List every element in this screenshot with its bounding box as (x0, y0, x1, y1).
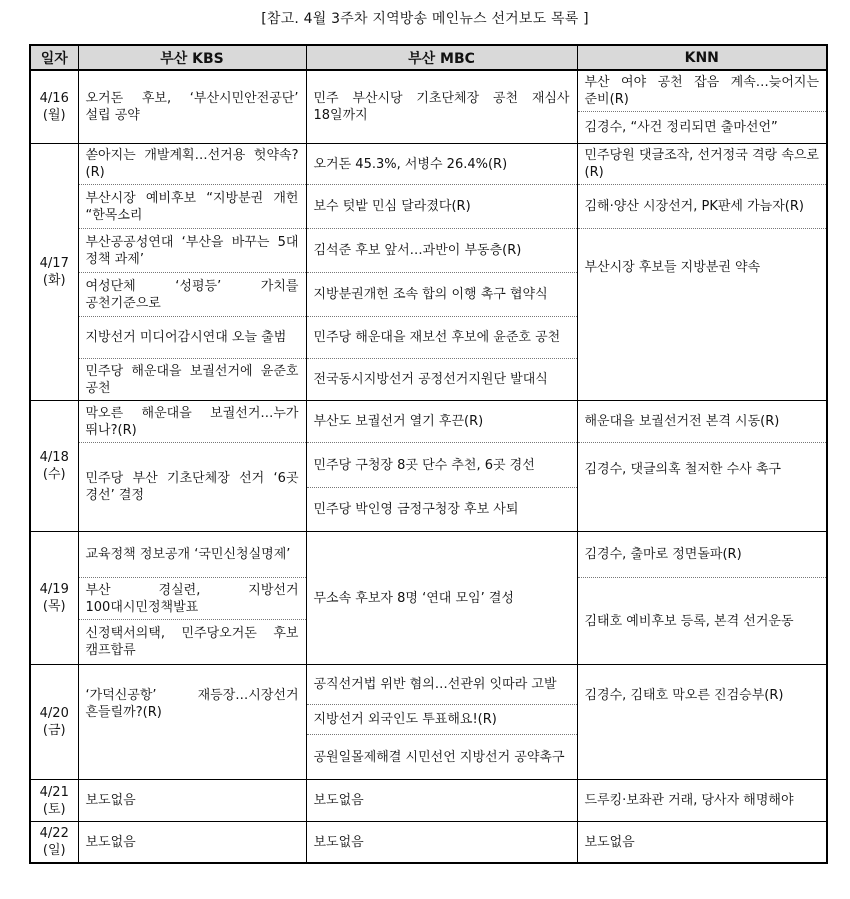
mbc-item: 지방분권개헌 조속 합의 이행 촉구 협약식 (306, 273, 577, 317)
knn-item: 김경수, 김태호 막오른 진검승부(R) (577, 665, 827, 780)
date-cell (30, 532, 78, 665)
date-weekday: (금) (42, 723, 66, 738)
date-cell (30, 665, 78, 780)
knn-item: 해운대을 보궐선거전 본격 시동(R) (577, 401, 827, 443)
mbc-item: 민주당 구청장 8곳 단수 추천, 6곳 경선 (306, 443, 577, 488)
date-weekday: (월) (42, 108, 66, 123)
knn-item: 민주당원 댓글조작, 선거정국 격랑 속으로(R) (577, 144, 827, 185)
date-weekday: (목) (42, 599, 66, 614)
kbs-item: 교육정책 정보공개 ‘국민신청실명제’ (78, 532, 306, 578)
election-news-table (29, 44, 828, 864)
kbs-item: 여성단체 ‘성평등’ 가치를 공천기준으로 (78, 273, 306, 317)
date-weekday: (일) (42, 843, 66, 858)
mbc-item: 오거돈 45.3%, 서병수 26.4%(R) (306, 144, 577, 185)
knn-item: 보도없음 (577, 822, 827, 864)
header-busan-kbs: 부산 KBS (78, 45, 306, 70)
kbs-item: 오거돈 후보, ‘부산시민안전공단’ 설립 공약 (78, 70, 306, 144)
mbc-item: 보수 텃밭 민심 달라졌다(R) (306, 185, 577, 229)
date-cell (30, 144, 78, 401)
header-date: 일자 (30, 45, 78, 70)
date-md: 4/22 (39, 826, 69, 841)
kbs-item: 보도없음 (78, 780, 306, 822)
mbc-item: 민주 부산시당 기초단체장 공천 재심사 18일까지 (306, 70, 577, 144)
kbs-item: ‘가덕신공항’ 재등장…시장선거 흔들릴까?(R) (78, 665, 306, 780)
mbc-item: 부산도 보궐선거 열기 후끈(R) (306, 401, 577, 443)
header-busan-mbc: 부산 MBC (306, 45, 577, 70)
table-row (30, 532, 827, 578)
table-row (30, 70, 827, 112)
mbc-item: 공직선거법 위반 혐의…선관위 잇따라 고발 (306, 665, 577, 705)
date-md: 4/19 (39, 582, 69, 597)
knn-item: 드루킹·보좌관 거래, 당사자 해명해야 (577, 780, 827, 822)
kbs-item: 막오른 해운대을 보궐선거…누가 뛰나?(R) (78, 401, 306, 443)
kbs-item: 신정택서의택, 민주당오거돈 후보 캠프합류 (78, 620, 306, 665)
table-row (30, 401, 827, 443)
date-cell (30, 822, 78, 864)
mbc-item: 지방선거 외국인도 투표해요!(R) (306, 705, 577, 735)
knn-item: 김경수, 출마로 정면돌파(R) (577, 532, 827, 578)
knn-item: 김경수, 댓글의혹 철저한 수사 촉구 (577, 443, 827, 532)
header-row (30, 45, 827, 70)
date-weekday: (화) (42, 273, 66, 288)
kbs-item: 민주당 해운대을 보궐선거에 윤준호 공천 (78, 359, 306, 401)
kbs-item: 부산 경실련, 지방선거 100대시민정책발표 (78, 578, 306, 620)
date-md: 4/17 (39, 256, 69, 271)
knn-item: 부산 여야 공천 잡음 계속…늦어지는 준비(R) (577, 70, 827, 112)
table-row (30, 443, 827, 488)
table-row (30, 822, 827, 864)
kbs-item: 부산시장 예비후보 “지방분권 개헌 “한목소리 (78, 185, 306, 229)
kbs-item: 지방선거 미디어감시연대 오늘 출범 (78, 317, 306, 359)
mbc-item: 공원일몰제해결 시민선언 지방선거 공약촉구 (306, 735, 577, 780)
mbc-item: 보도없음 (306, 822, 577, 864)
kbs-item: 민주당 부산 기초단체장 선거 ‘6곳 경선’ 결정 (78, 443, 306, 532)
date-md: 4/21 (39, 784, 69, 800)
mbc-item: 전국동시지방선거 공정선거지원단 발대식 (306, 359, 577, 401)
knn-item: 김태호 예비후보 등록, 본격 선거운동 (577, 578, 827, 665)
mbc-item: 김석준 후보 앞서…과반이 부동층(R) (306, 229, 577, 273)
table-row (30, 229, 827, 273)
kbs-item: 부산공공성연대 ‘부산을 바꾸는 5대 정책 과제’ (78, 229, 306, 273)
mbc-item: 민주당 박인영 금정구청장 후보 사퇴 (306, 488, 577, 532)
table-row (30, 185, 827, 229)
header-knn: KNN (577, 45, 827, 70)
table-row (30, 665, 827, 705)
knn-item: 김해·양산 시장선거, PK판세 가늠자(R) (577, 185, 827, 229)
table-row (30, 780, 827, 822)
kbs-item: 쏟아지는 개발계획…선거용 헛약속?(R) (78, 144, 306, 185)
date-cell (30, 401, 78, 532)
table-row (30, 144, 827, 185)
date-cell (30, 70, 78, 144)
date-md: 4/18 (39, 450, 69, 465)
date-cell (30, 780, 78, 822)
date-md: 4/20 (39, 706, 69, 721)
mbc-item: 민주당 해운대을 재보선 후보에 윤준호 공천 (306, 317, 577, 359)
document-caption: [참고. 4월 3주차 지역방송 메인뉴스 선거보도 목록 ] (261, 11, 589, 27)
knn-item: 부산시장 후보들 지방분권 약속 (577, 229, 827, 401)
mbc-item: 보도없음 (306, 780, 577, 822)
date-md: 4/16 (39, 91, 69, 106)
kbs-item: 보도없음 (78, 822, 306, 864)
mbc-item: 무소속 후보자 8명 ‘연대 모임’ 결성 (306, 532, 577, 665)
knn-item: 김경수, “사건 정리되면 출마선언” (577, 112, 827, 144)
date-weekday: (토) (42, 801, 66, 817)
date-weekday: (수) (42, 467, 66, 482)
